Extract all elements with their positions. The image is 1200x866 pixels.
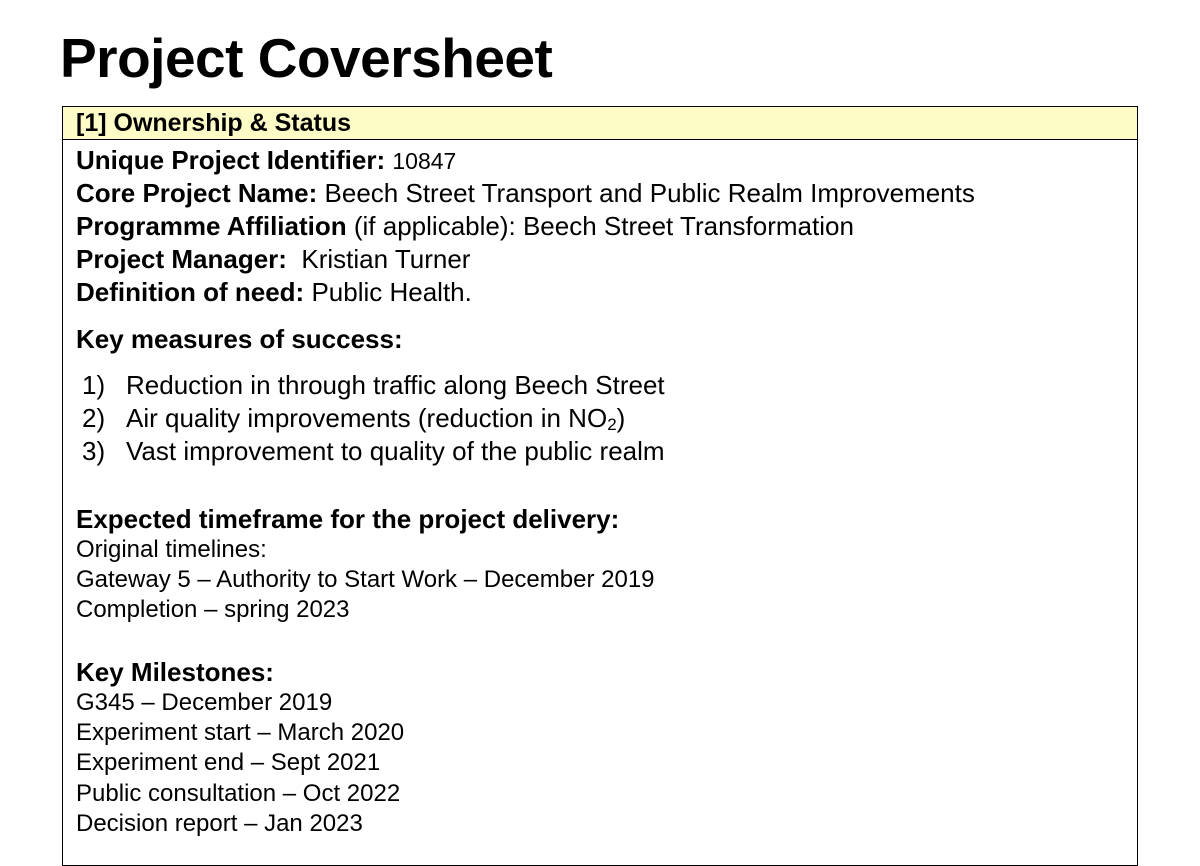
- item-text: Reduction in through traffic along Beech Street: [126, 370, 665, 400]
- timeline-line: Original timelines:: [76, 536, 267, 563]
- subscript-two: 2: [607, 415, 617, 434]
- success-measure-item: [82, 369, 665, 402]
- milestone-item: Public consultation – Oct 2022: [76, 780, 401, 807]
- field-value: Beech Street Transformation: [522, 211, 854, 241]
- success-measure-item: [82, 402, 625, 435]
- timeline-line: Completion – spring 2023: [76, 596, 350, 623]
- section-header: [1] Ownership & Status: [63, 107, 1137, 140]
- item-text: Vast improvement to quality of the public realm: [126, 436, 665, 466]
- project-manager-row: [76, 243, 470, 276]
- success-measure-item: [82, 435, 665, 468]
- field-value: 10847: [392, 148, 457, 174]
- item-number: 2): [82, 403, 106, 433]
- field-label: Unique Project Identifier:: [76, 145, 386, 175]
- milestone-item: G345 – December 2019: [76, 689, 333, 716]
- field-label: Core Project Name:: [76, 178, 318, 208]
- field-label: Definition of need:: [76, 277, 305, 307]
- programme-affiliation-row: [76, 210, 854, 243]
- item-number: 1): [82, 370, 106, 400]
- field-value: Beech Street Transport and Public Realm Improvements: [324, 178, 975, 208]
- ownership-status-section: [62, 106, 1138, 866]
- field-note: (if applicable):: [353, 211, 516, 241]
- item-suffix: ): [616, 403, 626, 433]
- milestone-item: Experiment start – March 2020: [76, 719, 405, 746]
- field-label: Programme Affiliation: [76, 211, 347, 241]
- milestones-heading: Key Milestones:: [76, 657, 274, 687]
- project-identifier-row: [76, 144, 456, 178]
- success-measures-heading: Key measures of success:: [76, 324, 403, 354]
- item-text: Air quality improvements (reduction in NO: [126, 403, 608, 433]
- definition-of-need-row: [76, 276, 472, 309]
- field-value: Kristian Turner: [301, 244, 471, 274]
- milestone-item: Experiment end – Sept 2021: [76, 749, 381, 776]
- timeline-line: Gateway 5 – Authority to Start Work – December 2019: [76, 566, 655, 593]
- timeframe-heading: Expected timeframe for the project delivery:: [76, 504, 620, 534]
- milestone-item: Decision report – Jan 2023: [76, 810, 363, 837]
- field-value: Public Health.: [311, 277, 472, 307]
- document-title: Project Coversheet: [60, 27, 553, 89]
- item-number: 3): [82, 436, 106, 466]
- field-label: Project Manager:: [76, 244, 287, 274]
- core-project-name-row: [76, 177, 975, 210]
